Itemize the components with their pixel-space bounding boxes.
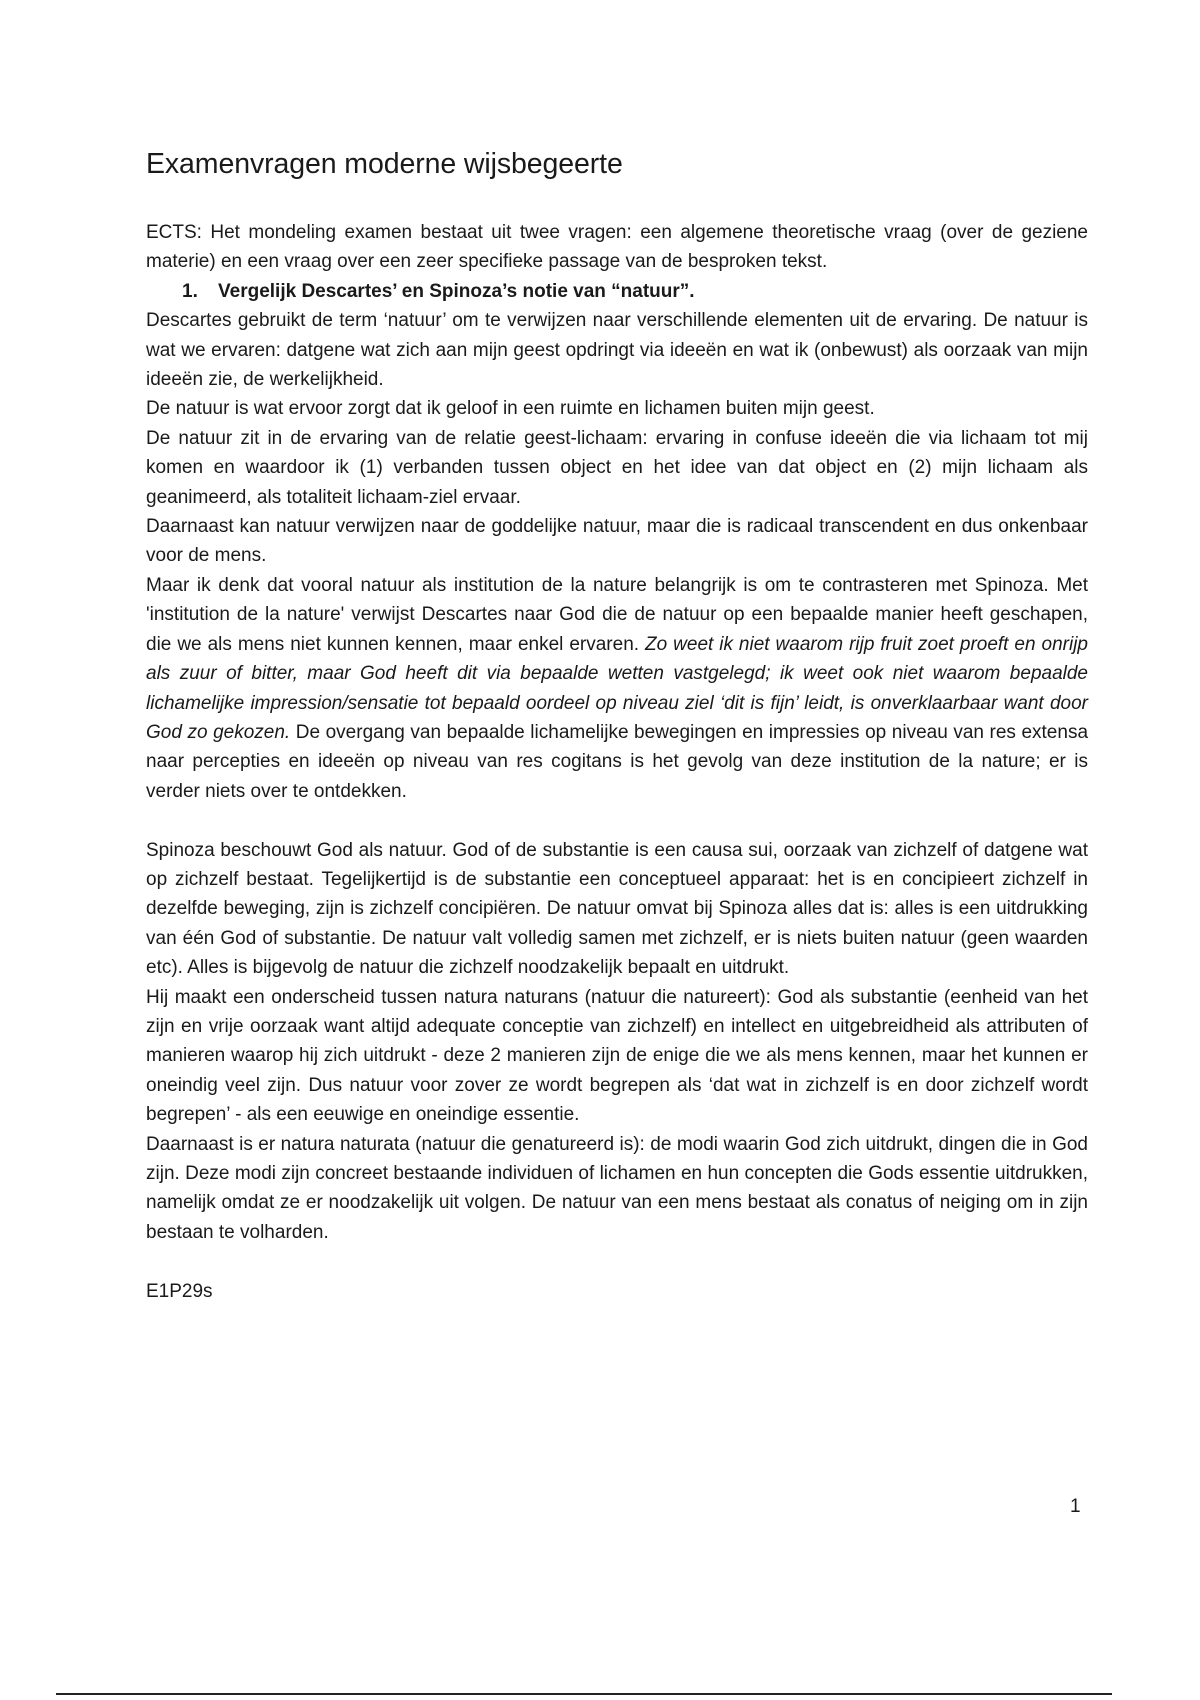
page-bottom-divider [56,1693,1112,1695]
descartes-paragraph-4: Daarnaast kan natuur verwijzen naar de goddelijke natuur, maar die is radicaal transcendent en dus onkenbaar voor de mens. [146,516,1088,567]
spinoza-paragraph-3: Daarnaast is er natura naturata (natuur die genatureerd is): de modi waarin God zich uitdrukt, dingen die in God zijn. Deze modi zijn concreet bestaande individuen of lichamen en hun concepten die Gods essentie uitdrukken, namelijk omdat ze er noodzakelijk uit volgen. De natuur van een mens bestaat als conatus of neiging om in zijn bestaan te volharden. [146,1133,1088,1243]
question-number: 1. [182,280,198,302]
reference-label: E1P29s [146,1280,213,1302]
question-heading [146,277,1088,306]
descartes-paragraph-2: De natuur is wat ervoor zorgt dat ik geloof in een ruimte en lichamen buiten mijn geest. [146,398,875,420]
spinoza-paragraph-1: Spinoza beschouwt God als natuur. God of de substantie is een causa sui, oorzaak van zichzelf of datgene wat op zichzelf bestaat. Tegelijkertijd is de substantie een conceptueel apparaat: het is en concipieert zichzelf in dezelfde beweging, zijn is zichzelf concipiëren. De natuur omvat bij Spinoza alles dat is: alles is een uitdrukking van één God of substantie. De natuur valt volledig samen met zichzelf, er is niets buiten natuur (geen waarden etc). Alles is bijgevolg de natuur die zichzelf noodzakelijk bepaalt en uitdrukt. [146,839,1088,979]
page-title: Examenvragen moderne wijsbegeerte [146,148,623,180]
descartes-p5-italic: Zo weet ik niet waarom rijp fruit zoet proeft en onrijp als zuur of bitter, maar God heeft dit via bepaalde wetten vastgelegd; ik weet ook niet waarom bepaalde lichamelijke impression/sensatie tot bepaald oordeel op niveau ziel ‘dit is fijn’ leidt, is onverklaarbaar want door God zo gekozen. [146,633,1088,743]
intro-paragraph: ECTS: Het mondeling examen bestaat uit twee vragen: een algemene theoretische vraag (over de geziene materie) en een vraag over een zeer specifieke passage van de besproken tekst. [146,222,1088,273]
descartes-p5-end: De overgang van bepaalde lichamelijke bewegingen en impressies op niveau van res extensa naar percepties en ideeën op niveau van res cogitans is het gevolg van deze institution de la nature; er is verder niets over te ontdekken. [146,721,1089,802]
descartes-paragraph-3: De natuur zit in de ervaring van de relatie geest-lichaam: ervaring in confuse ideeën die via lichaam tot mij komen en waardoor ik (1) verbanden tussen object en het idee van dat object en (2) mijn lichaam als geanimeerd, als totaliteit lichaam-ziel ervaar. [146,427,1088,508]
document-body [146,218,1088,1306]
descartes-paragraph-1: Descartes gebruikt de term ‘natuur’ om te verwijzen naar verschillende elementen uit de ervaring. De natuur is wat we ervaren: datgene wat zich aan mijn geest opdringt via ideeën en wat ik (onbewust) als oorzaak van mijn ideeën zie, de werkelijkheid. [146,310,1088,391]
descartes-p5-start: Maar ik denk dat vooral natuur als institution de la nature belangrijk is om te contrasteren met Spinoza. Met 'institution de la nature' verwijst Descartes naar God die de natuur op een bepaalde manier heeft geschapen, die we als mens niet kunnen kennen, maar enkel ervaren. [146,574,1088,655]
spinoza-paragraph-2: Hij maakt een onderscheid tussen natura naturans (natuur die natureert): God als substantie (eenheid van het zijn en vrije oorzaak want altijd adequate conceptie van zichzelf) en intellect en uitgebreidheid als attributen of manieren waarop hij zich uitdrukt - deze 2 manieren zijn de enige die we als mens kennen, maar het kunnen er oneindig veel zijn. Dus natuur voor zover ze wordt begrepen als ‘dat wat in zichzelf is en door zichzelf wordt begrepen’ - als een eeuwige en oneindige essentie. [146,986,1088,1126]
descartes-paragraph-5 [146,571,1088,806]
question-text: Vergelijk Descartes’ en Spinoza’s notie van “natuur”. [218,280,695,302]
page-number: 1 [1070,1496,1081,1517]
